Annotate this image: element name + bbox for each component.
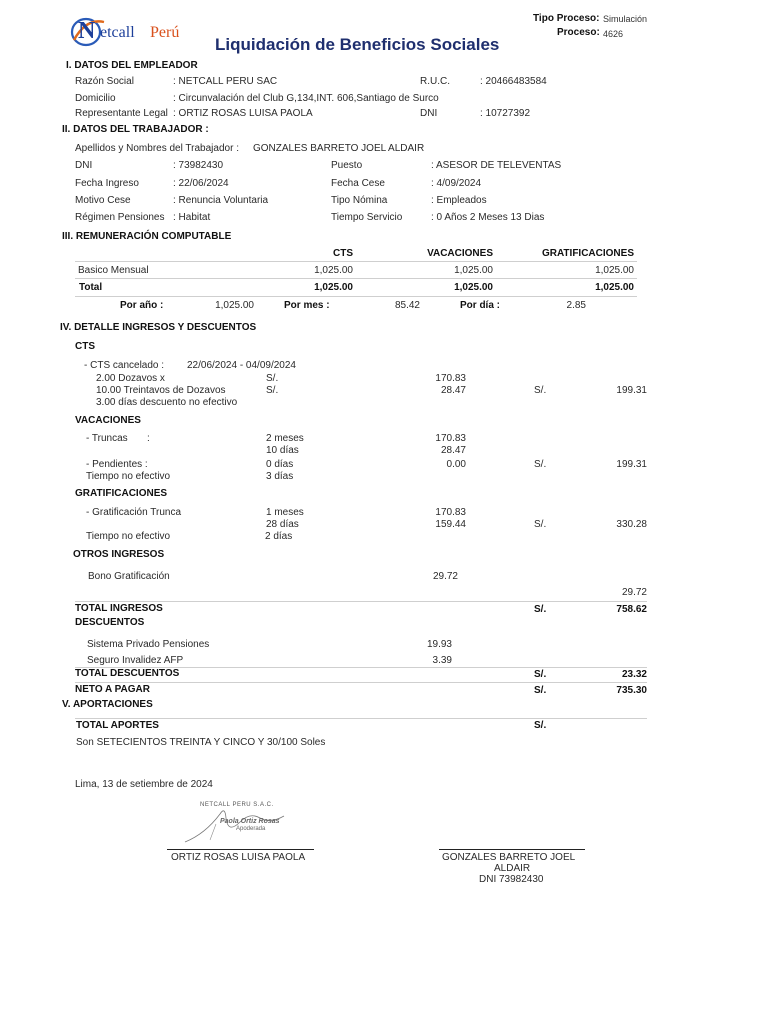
rep-dni-label: DNI xyxy=(420,108,438,119)
cts-total-currency: S/. xyxy=(534,385,547,396)
neto-pagar-label: NETO A PAGAR xyxy=(75,684,151,695)
cts-dozavos-value: 170.83 xyxy=(435,373,466,384)
por-mes-label: Por mes : xyxy=(284,300,330,311)
bono-value: 29.72 xyxy=(432,571,458,582)
vac-pendientes-val: 0.00 xyxy=(446,459,466,470)
motivo-cese-value: : Renuncia Voluntaria xyxy=(173,195,269,206)
total-ingresos-value: 758.62 xyxy=(616,604,647,615)
neto-pagar-value: 735.30 xyxy=(616,685,647,696)
section-remuneracion-title: III. REMUNERACIÓN COMPUTABLE xyxy=(62,231,232,242)
ruc-value: : 20466483584 xyxy=(480,76,547,87)
vac-truncas-qty1: 2 meses xyxy=(266,433,304,444)
gratificaciones-subtitle: GRATIFICACIONES xyxy=(75,488,168,499)
signer-left-name: ORTIZ ROSAS LUISA PAOLA xyxy=(171,852,306,863)
por-anio-label: Por año : xyxy=(120,300,164,311)
domicilio-value: : Circunvalación del Club G,134,INT. 606,Santiago de Surco xyxy=(173,93,439,104)
spp-value: 19.93 xyxy=(426,639,452,650)
fecha-cese-value: : 4/09/2024 xyxy=(431,178,482,189)
logo-letter-n: N xyxy=(78,18,96,44)
grat-val1: 170.83 xyxy=(435,507,466,518)
proceso-value: 4626 xyxy=(603,29,624,39)
remuneracion-header-rule xyxy=(75,261,637,262)
signer-right-dni: DNI 73982430 xyxy=(479,874,544,885)
afp-label: Seguro Invalidez AFP xyxy=(87,655,184,666)
logo-text-peru: Perú xyxy=(150,24,180,41)
afp-value: 3.39 xyxy=(432,655,452,666)
monto-en-letras: Son SETECIENTOS TREINTA Y CINCO Y 30/100 Soles xyxy=(76,737,326,748)
tipo-nomina-value: : Empleados xyxy=(431,195,487,206)
representante-value: : ORTIZ ROSAS LUISA PAOLA xyxy=(173,108,313,119)
total-descuentos-value: 23.32 xyxy=(621,669,647,680)
stamp-signer-role: Apoderada xyxy=(236,826,266,832)
section-detalle-title: IV. DETALLE INGRESOS Y DESCUENTOS xyxy=(60,322,257,333)
domicilio-label: Domicilio xyxy=(75,93,116,104)
vac-truncas-label: - Truncas xyxy=(86,433,128,444)
total-descuentos-rule xyxy=(75,682,647,683)
trabajador-nombre-value: GONZALES BARRETO JOEL ALDAIR xyxy=(253,143,425,154)
grat-qty1: 1 meses xyxy=(266,507,304,518)
por-anio-value: 1,025.00 xyxy=(215,300,254,311)
razon-social-label: Razón Social xyxy=(75,76,134,87)
header-cts: CTS xyxy=(333,248,353,259)
vac-truncas-val1: 170.83 xyxy=(435,433,466,444)
trabajador-nombre-label: Apellidos y Nombres del Trabajador : xyxy=(75,143,239,154)
tipo-nomina-label: Tipo Nómina xyxy=(331,195,388,206)
document-title: Liquidación de Beneficios Sociales xyxy=(215,35,500,54)
trabajador-dni-value: : 73982430 xyxy=(173,160,224,171)
cts-treintavos-value: 28.47 xyxy=(440,385,466,396)
razon-social-value: : NETCALL PERU SAC xyxy=(173,76,278,87)
vac-pendientes-qty: 0 días xyxy=(266,459,294,470)
total-gratificaciones: 1,025.00 xyxy=(595,282,634,293)
trabajador-dni-label: DNI xyxy=(75,160,93,171)
aportes-rule xyxy=(75,718,647,719)
header-gratificaciones: GRATIFICACIONES xyxy=(541,248,634,259)
remuneracion-total-rule xyxy=(75,278,637,279)
cts-descuento-label: 3.00 días descuento no efectivo xyxy=(96,397,238,408)
logo-text-netcall: etcall xyxy=(100,24,135,41)
signature-line-left xyxy=(167,849,314,850)
company-logo xyxy=(70,14,190,50)
vac-pendientes-label: - Pendientes : xyxy=(86,459,148,470)
section-empleador-title: I. DATOS DEL EMPLEADOR xyxy=(66,60,198,71)
regimen-label: Régimen Pensiones xyxy=(75,212,165,223)
fecha-ingreso-value: : 22/06/2024 xyxy=(173,178,229,189)
grat-trunca-label: - Gratificación Trunca xyxy=(86,507,182,518)
bono-label: Bono Gratificación xyxy=(88,571,170,582)
total-ingresos-label: TOTAL INGRESOS xyxy=(75,603,163,614)
total-aportes-currency: S/. xyxy=(534,720,547,731)
total-cts: 1,025.00 xyxy=(314,282,353,293)
signer-right-name-1: GONZALES BARRETO JOEL xyxy=(442,852,576,863)
cts-total-value: 199.31 xyxy=(616,385,647,396)
fecha-cese-label: Fecha Cese xyxy=(331,178,385,189)
grat-total-value: 330.28 xyxy=(616,519,647,530)
grat-tiempo-qty: 2 días xyxy=(265,531,293,542)
vac-tiempo-label: Tiempo no efectivo xyxy=(86,471,171,482)
vac-total-value: 199.31 xyxy=(616,459,647,470)
grat-val2: 159.44 xyxy=(435,519,466,530)
total-aportes-label: TOTAL APORTES xyxy=(76,720,159,731)
grat-total-currency: S/. xyxy=(534,519,547,530)
stamp-company-name: NETCALL PERU S.A.C. xyxy=(200,802,274,808)
otros-ingresos-subtitle: OTROS INGRESOS xyxy=(73,549,165,560)
tipo-proceso-value: Simulación xyxy=(603,14,648,24)
remuneracion-total-label: Total xyxy=(79,282,103,293)
ingresos-rule xyxy=(75,601,647,602)
cts-dozavos-currency: S/. xyxy=(266,373,279,384)
descuentos-subtitle: DESCUENTOS xyxy=(75,617,145,628)
tipo-proceso-label: Tipo Proceso: xyxy=(533,13,600,24)
cts-subtitle: CTS xyxy=(75,341,95,352)
grat-qty2: 28 días xyxy=(266,519,299,530)
rep-dni-value: : 10727392 xyxy=(480,108,531,119)
basico-cts: 1,025.00 xyxy=(314,265,353,276)
tiempo-servicio-value: : 0 Años 2 Meses 13 Dias xyxy=(431,212,545,223)
por-dia-label: Por día : xyxy=(460,300,501,311)
vacaciones-subtitle: VACACIONES xyxy=(75,415,141,426)
total-vacaciones: 1,025.00 xyxy=(454,282,493,293)
stamp-signer-name: Paola Ortiz Rosas xyxy=(220,818,280,825)
signature-line-right xyxy=(439,849,585,850)
tiempo-servicio-label: Tiempo Servicio xyxy=(331,212,403,223)
basico-gratificaciones: 1,025.00 xyxy=(595,265,634,276)
ruc-label: R.U.C. xyxy=(420,76,450,87)
cts-dozavos-label: 2.00 Dozavos x xyxy=(96,373,165,384)
basico-mensual-label: Basico Mensual xyxy=(78,265,149,276)
spp-label: Sistema Privado Pensiones xyxy=(87,639,210,650)
neto-pagar-currency: S/. xyxy=(534,685,547,696)
puesto-value: : ASESOR DE TELEVENTAS xyxy=(431,160,562,171)
puesto-label: Puesto xyxy=(331,160,363,171)
vac-truncas-qty2: 10 días xyxy=(266,445,299,456)
vac-truncas-val2: 28.47 xyxy=(440,445,466,456)
total-descuentos-label: TOTAL DESCUENTOS xyxy=(75,668,180,679)
cts-cancelado-period: 22/06/2024 - 04/09/2024 xyxy=(187,360,296,371)
fecha-ingreso-label: Fecha Ingreso xyxy=(75,178,139,189)
total-descuentos-currency: S/. xyxy=(534,669,547,680)
lugar-fecha: Lima, 13 de setiembre de 2024 xyxy=(75,779,213,790)
section-aportaciones-title: V. APORTACIONES xyxy=(62,699,153,710)
motivo-cese-label: Motivo Cese xyxy=(75,195,131,206)
company-stamp xyxy=(180,800,290,846)
otros-total-value: 29.72 xyxy=(621,587,647,598)
signer-right-name-2: ALDAIR xyxy=(494,863,531,874)
por-dia-value: 2.85 xyxy=(566,300,586,311)
vac-tiempo-qty: 3 días xyxy=(266,471,294,482)
cts-treintavos-currency: S/. xyxy=(266,385,279,396)
cts-treintavos-label: 10.00 Treintavos de Dozavos xyxy=(96,385,226,396)
header-vacaciones: VACACIONES xyxy=(427,248,493,259)
por-mes-value: 85.42 xyxy=(394,300,420,311)
representante-label: Representante Legal xyxy=(75,108,168,119)
grat-tiempo-label: Tiempo no efectivo xyxy=(86,531,171,542)
total-ingresos-currency: S/. xyxy=(534,604,547,615)
remuneracion-bottom-rule xyxy=(75,296,637,297)
vac-total-currency: S/. xyxy=(534,459,547,470)
basico-vacaciones: 1,025.00 xyxy=(454,265,493,276)
regimen-value: : Habitat xyxy=(173,212,211,223)
cts-cancelado-label: - CTS cancelado : xyxy=(84,360,165,371)
section-trabajador-title: II. DATOS DEL TRABAJADOR : xyxy=(62,124,209,135)
vac-truncas-colon: : xyxy=(147,433,150,444)
proceso-label: Proceso: xyxy=(557,27,600,38)
